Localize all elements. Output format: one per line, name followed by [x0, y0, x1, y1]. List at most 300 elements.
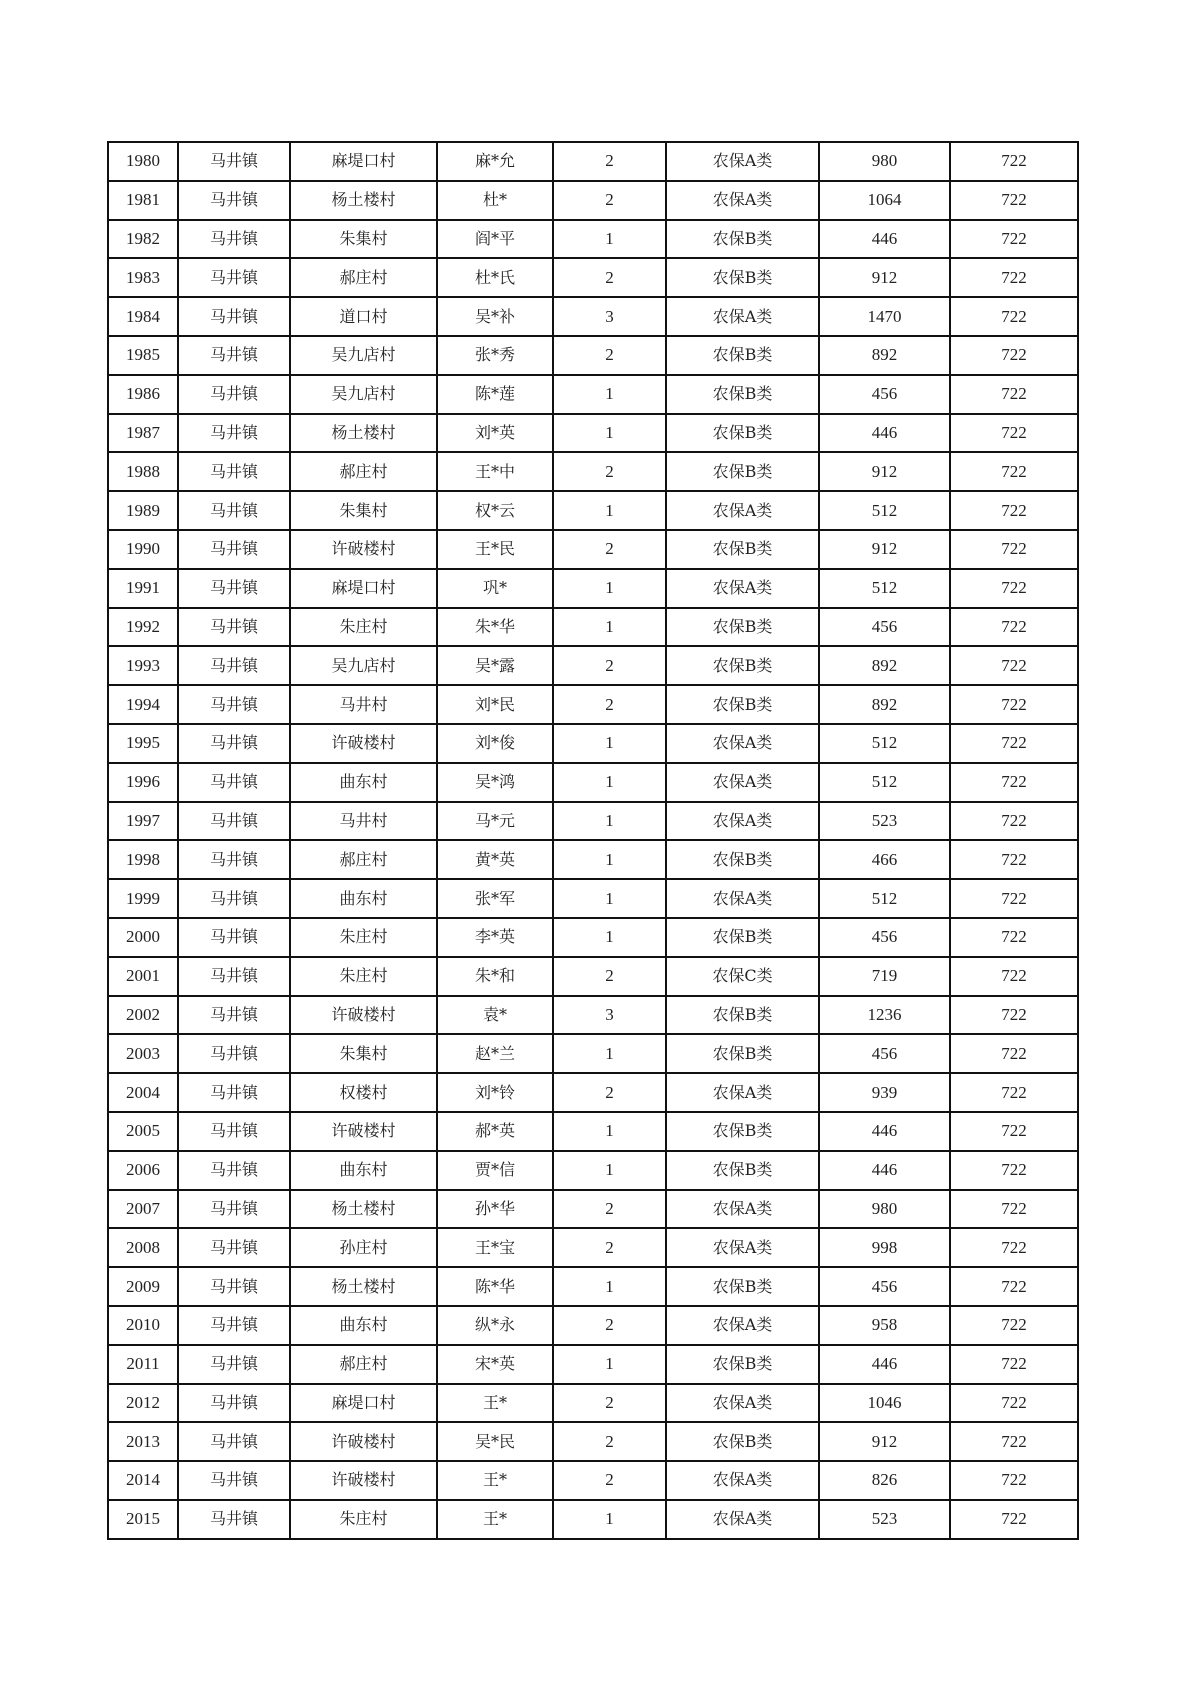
cell-serial-number: 1984: [108, 297, 178, 336]
cell-village: 许破楼村: [290, 1112, 437, 1151]
cell-standard: 722: [950, 1384, 1078, 1423]
cell-category: 农保A类: [666, 1461, 819, 1500]
cell-amount: 446: [819, 1112, 950, 1151]
cell-amount: 912: [819, 530, 950, 569]
cell-standard: 722: [950, 258, 1078, 297]
cell-amount: 1236: [819, 996, 950, 1035]
cell-household-size: 2: [553, 1190, 666, 1229]
cell-standard: 722: [950, 996, 1078, 1035]
table-row: [108, 840, 1078, 879]
cell-township: 马井镇: [178, 802, 290, 841]
cell-standard: 722: [950, 763, 1078, 802]
table-row: [108, 1190, 1078, 1229]
cell-household-size: 2: [553, 1422, 666, 1461]
cell-household-size: 1: [553, 1112, 666, 1151]
cell-household-size: 3: [553, 996, 666, 1035]
cell-name: 王*宝: [437, 1228, 553, 1267]
cell-name: 孙*华: [437, 1190, 553, 1229]
cell-amount: 512: [819, 491, 950, 530]
cell-township: 马井镇: [178, 1422, 290, 1461]
cell-village: 吴九店村: [290, 336, 437, 375]
cell-village: 许破楼村: [290, 996, 437, 1035]
cell-serial-number: 1992: [108, 608, 178, 647]
table-row: [108, 879, 1078, 918]
cell-amount: 980: [819, 142, 950, 181]
table-row: [108, 142, 1078, 181]
cell-standard: 722: [950, 181, 1078, 220]
cell-category: 农保C类: [666, 957, 819, 996]
cell-standard: 722: [950, 1190, 1078, 1229]
cell-serial-number: 2002: [108, 996, 178, 1035]
cell-village: 吴九店村: [290, 375, 437, 414]
cell-serial-number: 1989: [108, 491, 178, 530]
cell-category: 农保B类: [666, 1422, 819, 1461]
cell-serial-number: 1998: [108, 840, 178, 879]
cell-household-size: 2: [553, 1073, 666, 1112]
cell-household-size: 1: [553, 918, 666, 957]
cell-name: 刘*民: [437, 685, 553, 724]
cell-standard: 722: [950, 957, 1078, 996]
cell-amount: 446: [819, 1151, 950, 1190]
cell-household-size: 1: [553, 840, 666, 879]
cell-name: 刘*铃: [437, 1073, 553, 1112]
cell-village: 马井村: [290, 685, 437, 724]
cell-amount: 456: [819, 1267, 950, 1306]
cell-standard: 722: [950, 491, 1078, 530]
cell-village: 麻堤口村: [290, 142, 437, 181]
cell-household-size: 1: [553, 1345, 666, 1384]
cell-standard: 722: [950, 452, 1078, 491]
cell-name: 纵*永: [437, 1306, 553, 1345]
cell-name: 袁*: [437, 996, 553, 1035]
cell-standard: 722: [950, 375, 1078, 414]
cell-serial-number: 2004: [108, 1073, 178, 1112]
cell-serial-number: 1980: [108, 142, 178, 181]
cell-serial-number: 1995: [108, 724, 178, 763]
table-row: [108, 1228, 1078, 1267]
table-row: [108, 1461, 1078, 1500]
cell-category: 农保A类: [666, 1190, 819, 1229]
cell-serial-number: 2003: [108, 1034, 178, 1073]
cell-township: 马井镇: [178, 1034, 290, 1073]
cell-amount: 512: [819, 569, 950, 608]
cell-township: 马井镇: [178, 414, 290, 453]
cell-village: 麻堤口村: [290, 569, 437, 608]
cell-category: 农保A类: [666, 569, 819, 608]
cell-village: 麻堤口村: [290, 1384, 437, 1423]
cell-household-size: 2: [553, 1306, 666, 1345]
cell-standard: 722: [950, 569, 1078, 608]
cell-household-size: 1: [553, 375, 666, 414]
cell-name: 吴*露: [437, 646, 553, 685]
cell-village: 朱庄村: [290, 1500, 437, 1539]
table-row: [108, 1345, 1078, 1384]
cell-amount: 456: [819, 608, 950, 647]
cell-township: 马井镇: [178, 1190, 290, 1229]
cell-name: 王*: [437, 1384, 553, 1423]
cell-village: 许破楼村: [290, 1461, 437, 1500]
cell-name: 杜*: [437, 181, 553, 220]
cell-amount: 719: [819, 957, 950, 996]
cell-township: 马井镇: [178, 996, 290, 1035]
cell-standard: 722: [950, 1306, 1078, 1345]
cell-serial-number: 2012: [108, 1384, 178, 1423]
cell-township: 马井镇: [178, 1384, 290, 1423]
cell-amount: 446: [819, 220, 950, 259]
cell-amount: 512: [819, 724, 950, 763]
cell-amount: 892: [819, 336, 950, 375]
cell-amount: 512: [819, 879, 950, 918]
cell-name: 朱*和: [437, 957, 553, 996]
cell-amount: 456: [819, 375, 950, 414]
cell-name: 张*秀: [437, 336, 553, 375]
cell-name: 杜*氏: [437, 258, 553, 297]
cell-village: 许破楼村: [290, 1422, 437, 1461]
cell-serial-number: 2013: [108, 1422, 178, 1461]
cell-category: 农保A类: [666, 142, 819, 181]
cell-amount: 892: [819, 685, 950, 724]
cell-standard: 722: [950, 1461, 1078, 1500]
cell-amount: 512: [819, 763, 950, 802]
table-row: [108, 530, 1078, 569]
cell-township: 马井镇: [178, 879, 290, 918]
cell-serial-number: 1986: [108, 375, 178, 414]
cell-village: 朱集村: [290, 1034, 437, 1073]
cell-township: 马井镇: [178, 646, 290, 685]
cell-name: 麻*允: [437, 142, 553, 181]
cell-name: 宋*英: [437, 1345, 553, 1384]
cell-name: 贾*信: [437, 1151, 553, 1190]
table-row: [108, 918, 1078, 957]
cell-township: 马井镇: [178, 142, 290, 181]
cell-category: 农保B类: [666, 414, 819, 453]
cell-household-size: 3: [553, 297, 666, 336]
cell-name: 陈*华: [437, 1267, 553, 1306]
cell-category: 农保A类: [666, 297, 819, 336]
cell-village: 朱庄村: [290, 608, 437, 647]
table-row: [108, 996, 1078, 1035]
table-row: [108, 1151, 1078, 1190]
cell-category: 农保A类: [666, 879, 819, 918]
cell-standard: 722: [950, 685, 1078, 724]
cell-standard: 722: [950, 1500, 1078, 1539]
cell-village: 郝庄村: [290, 452, 437, 491]
cell-township: 马井镇: [178, 375, 290, 414]
cell-name: 王*: [437, 1461, 553, 1500]
cell-category: 农保A类: [666, 1073, 819, 1112]
cell-standard: 722: [950, 608, 1078, 647]
cell-household-size: 1: [553, 1267, 666, 1306]
cell-amount: 446: [819, 1345, 950, 1384]
table-row: [108, 1500, 1078, 1539]
cell-standard: 722: [950, 530, 1078, 569]
cell-household-size: 1: [553, 414, 666, 453]
cell-amount: 1470: [819, 297, 950, 336]
cell-standard: 722: [950, 802, 1078, 841]
cell-category: 农保A类: [666, 802, 819, 841]
cell-serial-number: 2011: [108, 1345, 178, 1384]
table-row: [108, 569, 1078, 608]
cell-category: 农保A类: [666, 1384, 819, 1423]
cell-amount: 456: [819, 918, 950, 957]
table-row: [108, 220, 1078, 259]
cell-village: 郝庄村: [290, 840, 437, 879]
cell-category: 农保B类: [666, 452, 819, 491]
table-row: [108, 685, 1078, 724]
cell-household-size: 2: [553, 530, 666, 569]
cell-category: 农保B类: [666, 918, 819, 957]
cell-amount: 912: [819, 452, 950, 491]
cell-category: 农保B类: [666, 840, 819, 879]
cell-village: 孙庄村: [290, 1228, 437, 1267]
cell-name: 马*元: [437, 802, 553, 841]
cell-standard: 722: [950, 1345, 1078, 1384]
cell-name: 阎*平: [437, 220, 553, 259]
cell-name: 赵*兰: [437, 1034, 553, 1073]
cell-name: 王*中: [437, 452, 553, 491]
cell-name: 吴*补: [437, 297, 553, 336]
table-row: [108, 258, 1078, 297]
cell-serial-number: 1988: [108, 452, 178, 491]
cell-township: 马井镇: [178, 918, 290, 957]
cell-serial-number: 1982: [108, 220, 178, 259]
cell-village: 曲东村: [290, 763, 437, 802]
cell-name: 刘*俊: [437, 724, 553, 763]
cell-township: 马井镇: [178, 530, 290, 569]
cell-category: 农保A类: [666, 1306, 819, 1345]
cell-serial-number: 2008: [108, 1228, 178, 1267]
cell-serial-number: 1999: [108, 879, 178, 918]
cell-township: 马井镇: [178, 258, 290, 297]
cell-name: 王*: [437, 1500, 553, 1539]
cell-village: 曲东村: [290, 879, 437, 918]
cell-standard: 722: [950, 1034, 1078, 1073]
cell-amount: 826: [819, 1461, 950, 1500]
cell-standard: 722: [950, 840, 1078, 879]
table-row: [108, 1034, 1078, 1073]
cell-standard: 722: [950, 1267, 1078, 1306]
cell-village: 吴九店村: [290, 646, 437, 685]
cell-township: 马井镇: [178, 1151, 290, 1190]
cell-village: 道口村: [290, 297, 437, 336]
cell-village: 曲东村: [290, 1151, 437, 1190]
cell-village: 曲东村: [290, 1306, 437, 1345]
cell-household-size: 1: [553, 491, 666, 530]
cell-name: 刘*英: [437, 414, 553, 453]
table-row: [108, 957, 1078, 996]
cell-standard: 722: [950, 220, 1078, 259]
cell-village: 郝庄村: [290, 258, 437, 297]
cell-household-size: 1: [553, 724, 666, 763]
cell-serial-number: 1994: [108, 685, 178, 724]
table-row: [108, 181, 1078, 220]
cell-standard: 722: [950, 142, 1078, 181]
cell-township: 马井镇: [178, 452, 290, 491]
cell-category: 农保B类: [666, 220, 819, 259]
cell-serial-number: 2000: [108, 918, 178, 957]
cell-village: 杨土楼村: [290, 414, 437, 453]
cell-category: 农保B类: [666, 1267, 819, 1306]
cell-category: 农保B类: [666, 1034, 819, 1073]
cell-household-size: 1: [553, 608, 666, 647]
cell-household-size: 2: [553, 957, 666, 996]
cell-household-size: 1: [553, 802, 666, 841]
cell-category: 农保A类: [666, 181, 819, 220]
cell-township: 马井镇: [178, 1228, 290, 1267]
cell-name: 吴*民: [437, 1422, 553, 1461]
cell-name: 巩*: [437, 569, 553, 608]
cell-amount: 456: [819, 1034, 950, 1073]
table-row: [108, 1384, 1078, 1423]
cell-standard: 722: [950, 297, 1078, 336]
cell-household-size: 1: [553, 1151, 666, 1190]
cell-township: 马井镇: [178, 1461, 290, 1500]
cell-serial-number: 2006: [108, 1151, 178, 1190]
cell-township: 马井镇: [178, 957, 290, 996]
cell-serial-number: 2009: [108, 1267, 178, 1306]
cell-serial-number: 2007: [108, 1190, 178, 1229]
table-row: [108, 491, 1078, 530]
cell-serial-number: 1997: [108, 802, 178, 841]
cell-serial-number: 2014: [108, 1461, 178, 1500]
cell-household-size: 2: [553, 181, 666, 220]
cell-household-size: 2: [553, 258, 666, 297]
cell-amount: 523: [819, 802, 950, 841]
cell-serial-number: 1985: [108, 336, 178, 375]
cell-household-size: 2: [553, 452, 666, 491]
cell-household-size: 1: [553, 1034, 666, 1073]
cell-amount: 912: [819, 258, 950, 297]
table-row: [108, 375, 1078, 414]
table-row: [108, 297, 1078, 336]
cell-household-size: 1: [553, 763, 666, 802]
cell-township: 马井镇: [178, 569, 290, 608]
cell-household-size: 2: [553, 1384, 666, 1423]
cell-standard: 722: [950, 1151, 1078, 1190]
cell-household-size: 2: [553, 646, 666, 685]
cell-amount: 1064: [819, 181, 950, 220]
cell-household-size: 1: [553, 220, 666, 259]
cell-village: 郝庄村: [290, 1345, 437, 1384]
cell-amount: 958: [819, 1306, 950, 1345]
cell-household-size: 2: [553, 336, 666, 375]
cell-amount: 523: [819, 1500, 950, 1539]
table-row: [108, 1112, 1078, 1151]
cell-township: 马井镇: [178, 220, 290, 259]
cell-name: 权*云: [437, 491, 553, 530]
cell-household-size: 2: [553, 685, 666, 724]
cell-amount: 892: [819, 646, 950, 685]
table-row: [108, 646, 1078, 685]
cell-village: 杨土楼村: [290, 1267, 437, 1306]
cell-category: 农保A类: [666, 763, 819, 802]
cell-serial-number: 1983: [108, 258, 178, 297]
table-body: [108, 142, 1078, 1539]
cell-amount: 939: [819, 1073, 950, 1112]
table-row: [108, 724, 1078, 763]
cell-category: 农保A类: [666, 1500, 819, 1539]
cell-township: 马井镇: [178, 1112, 290, 1151]
cell-amount: 446: [819, 414, 950, 453]
cell-village: 许破楼村: [290, 724, 437, 763]
table-row: [108, 452, 1078, 491]
cell-village: 杨土楼村: [290, 181, 437, 220]
cell-serial-number: 1996: [108, 763, 178, 802]
cell-township: 马井镇: [178, 181, 290, 220]
cell-serial-number: 1981: [108, 181, 178, 220]
cell-amount: 998: [819, 1228, 950, 1267]
cell-standard: 722: [950, 646, 1078, 685]
cell-category: 农保B类: [666, 530, 819, 569]
cell-category: 农保A类: [666, 724, 819, 763]
cell-village: 权楼村: [290, 1073, 437, 1112]
cell-serial-number: 1987: [108, 414, 178, 453]
cell-village: 朱集村: [290, 220, 437, 259]
cell-standard: 722: [950, 414, 1078, 453]
cell-township: 马井镇: [178, 1306, 290, 1345]
table-row: [108, 802, 1078, 841]
cell-name: 郝*英: [437, 1112, 553, 1151]
cell-category: 农保B类: [666, 608, 819, 647]
cell-name: 陈*莲: [437, 375, 553, 414]
cell-household-size: 1: [553, 569, 666, 608]
cell-category: 农保B类: [666, 685, 819, 724]
cell-amount: 466: [819, 840, 950, 879]
table-row: [108, 763, 1078, 802]
cell-category: 农保A类: [666, 491, 819, 530]
table-row: [108, 1267, 1078, 1306]
cell-standard: 722: [950, 1112, 1078, 1151]
cell-township: 马井镇: [178, 1073, 290, 1112]
cell-township: 马井镇: [178, 685, 290, 724]
table-row: [108, 1422, 1078, 1461]
cell-serial-number: 1991: [108, 569, 178, 608]
cell-household-size: 2: [553, 142, 666, 181]
cell-standard: 722: [950, 918, 1078, 957]
cell-standard: 722: [950, 336, 1078, 375]
cell-standard: 722: [950, 879, 1078, 918]
cell-household-size: 1: [553, 879, 666, 918]
cell-township: 马井镇: [178, 491, 290, 530]
cell-category: 农保A类: [666, 1228, 819, 1267]
cell-name: 朱*华: [437, 608, 553, 647]
cell-village: 朱庄村: [290, 918, 437, 957]
cell-category: 农保B类: [666, 646, 819, 685]
cell-village: 马井村: [290, 802, 437, 841]
cell-village: 杨土楼村: [290, 1190, 437, 1229]
cell-township: 马井镇: [178, 608, 290, 647]
cell-name: 王*民: [437, 530, 553, 569]
table-row: [108, 414, 1078, 453]
cell-category: 农保B类: [666, 1151, 819, 1190]
cell-name: 黄*英: [437, 840, 553, 879]
cell-household-size: 2: [553, 1461, 666, 1500]
cell-category: 农保B类: [666, 336, 819, 375]
cell-category: 农保B类: [666, 1112, 819, 1151]
table-row: [108, 608, 1078, 647]
cell-village: 许破楼村: [290, 530, 437, 569]
cell-name: 李*英: [437, 918, 553, 957]
cell-serial-number: 2015: [108, 1500, 178, 1539]
cell-township: 马井镇: [178, 1345, 290, 1384]
cell-category: 农保B类: [666, 1345, 819, 1384]
cell-standard: 722: [950, 1228, 1078, 1267]
cell-category: 农保B类: [666, 996, 819, 1035]
cell-standard: 722: [950, 724, 1078, 763]
cell-township: 马井镇: [178, 724, 290, 763]
cell-township: 马井镇: [178, 297, 290, 336]
table-row: [108, 336, 1078, 375]
